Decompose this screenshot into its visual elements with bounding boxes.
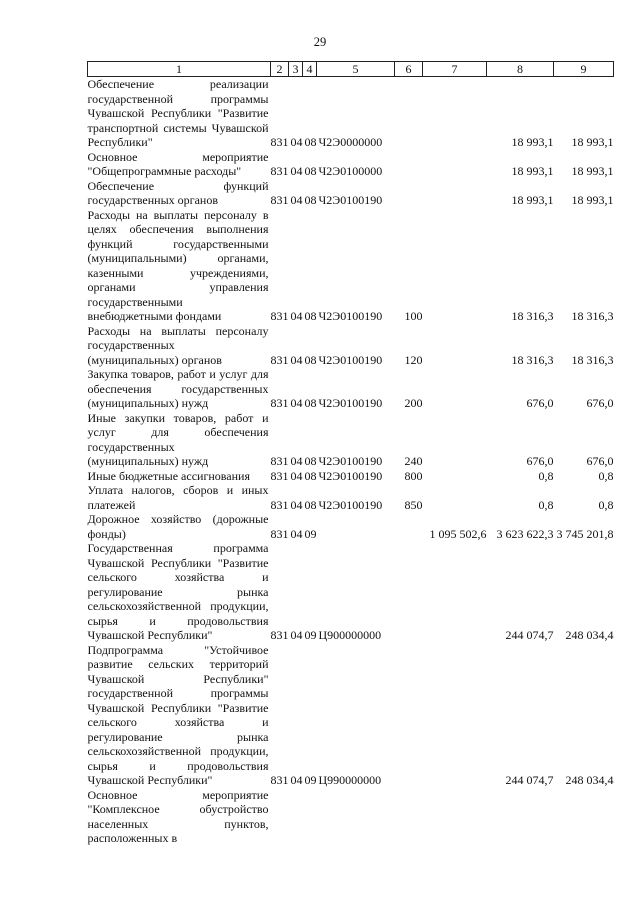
cell-target-article: Ц900000000 — [318, 628, 382, 642]
row-description: Иные бюджетные ассигнования — [87, 468, 250, 483]
cell-target-article: Ч2Э0100190 — [318, 396, 383, 410]
cell-target-article — [317, 788, 395, 846]
cell-section — [289, 788, 303, 846]
cell-expense-group: 120 — [404, 352, 423, 367]
cell-amount-col9: 676,0 — [586, 454, 614, 468]
cell-expense-group: 200 — [404, 396, 423, 410]
cell-expense-group: 850 — [404, 497, 423, 512]
cell-target-article: Ч2Э0100190 — [318, 454, 383, 468]
table-header-row — [88, 62, 614, 77]
cell-amount-col9: 0,8 — [598, 497, 614, 512]
cell-chapter: 831 — [270, 526, 289, 541]
cell-amount-col7 — [423, 324, 487, 368]
cell-amount-col7 — [423, 179, 487, 208]
budget-table — [87, 61, 614, 846]
cell-amount-col8: 18 316,3 — [511, 309, 554, 323]
cell-target-article: Ч2Э0100190 — [318, 468, 383, 483]
table-row — [88, 483, 614, 512]
cell-expense-group — [395, 150, 423, 179]
cell-chapter: 831 — [270, 497, 289, 512]
cell-expense-group — [395, 77, 423, 150]
cell-section: 04 — [290, 193, 303, 207]
table-row — [88, 208, 614, 324]
cell-chapter: 831 — [270, 193, 289, 207]
column-header: 9 — [554, 62, 614, 77]
cell-subsection: 08 — [304, 454, 317, 468]
cell-chapter: 831 — [270, 135, 289, 149]
table-row — [88, 150, 614, 179]
cell-amount-col8: 0,8 — [538, 468, 554, 483]
row-description: Расходы на выплаты персоналу в целях обеспечения выполнения функций государственными (муниципальными) органами, казенными учреждениями, органами управления государственными внебюджетными фондами — [87, 207, 269, 323]
table-row — [88, 367, 614, 411]
cell-chapter: 831 — [270, 164, 289, 178]
cell-chapter: 831 — [270, 352, 289, 367]
cell-section: 04 — [290, 497, 303, 512]
cell-subsection: 08 — [304, 497, 317, 512]
cell-expense-group: 800 — [404, 468, 423, 483]
cell-chapter: 831 — [270, 628, 289, 642]
cell-section: 04 — [290, 628, 303, 642]
cell-subsection: 08 — [304, 164, 317, 178]
column-header: 8 — [487, 62, 554, 77]
column-header: 1 — [88, 62, 271, 77]
cell-target-article: Ч2Э0100000 — [318, 164, 383, 178]
cell-subsection: 09 — [304, 628, 317, 642]
table-row — [88, 643, 614, 788]
cell-amount-col9: 18 316,3 — [571, 309, 614, 323]
cell-amount-col9: 248 034,4 — [565, 628, 614, 642]
cell-target-article: Ч2Э0100190 — [318, 352, 383, 367]
cell-chapter: 831 — [270, 468, 289, 483]
cell-amount-col8: 18 993,1 — [511, 135, 554, 149]
row-description: Дорожное хозяйство (дорожные фонды) — [87, 512, 269, 541]
row-description: Уплата налогов, сборов и иных платежей — [87, 483, 269, 512]
table-row — [88, 324, 614, 368]
cell-target-article — [317, 512, 395, 541]
cell-amount-col8 — [487, 788, 554, 846]
cell-amount-col7 — [423, 150, 487, 179]
table-row — [88, 411, 614, 469]
cell-target-article: Ч2Э0100190 — [318, 193, 383, 207]
cell-amount-col9 — [554, 788, 614, 846]
table-row — [88, 788, 614, 846]
cell-chapter: 831 — [270, 309, 289, 323]
column-header: 4 — [303, 62, 317, 77]
cell-expense-group: 100 — [404, 309, 423, 323]
cell-amount-col8: 18 993,1 — [511, 193, 554, 207]
cell-subsection: 08 — [304, 193, 317, 207]
row-description: Обеспечение функций государственных органов — [87, 178, 269, 207]
cell-amount-col7: 1 095 502,6 — [429, 526, 487, 541]
cell-section: 04 — [290, 396, 303, 410]
cell-target-article: Ц990000000 — [318, 773, 382, 787]
cell-amount-col9: 18 316,3 — [571, 352, 614, 367]
cell-section: 04 — [290, 468, 303, 483]
cell-amount-col9: 248 034,4 — [565, 773, 614, 787]
cell-section: 04 — [290, 454, 303, 468]
cell-amount-col9: 0,8 — [598, 468, 614, 483]
column-header: 7 — [423, 62, 487, 77]
cell-amount-col8: 676,0 — [526, 396, 554, 410]
cell-expense-group — [395, 512, 423, 541]
cell-section: 04 — [290, 352, 303, 367]
cell-expense-group — [395, 788, 423, 846]
cell-expense-group — [395, 541, 423, 643]
cell-subsection: 08 — [304, 396, 317, 410]
table-row — [88, 512, 614, 541]
cell-subsection: 08 — [304, 468, 317, 483]
cell-subsection — [303, 788, 317, 846]
cell-amount-col7 — [423, 469, 487, 484]
cell-amount-col8: 3 623 622,3 — [496, 526, 554, 541]
row-description: Основное мероприятие "Общепрограммные расходы" — [87, 149, 269, 178]
row-description: Иные закупки товаров, работ и услуг для обеспечения государственных (муниципальных) нужд — [87, 410, 269, 468]
cell-chapter: 831 — [270, 454, 289, 468]
table-row — [88, 77, 614, 150]
cell-amount-col7 — [423, 77, 487, 150]
cell-expense-group: 240 — [404, 454, 423, 468]
cell-expense-group — [395, 643, 423, 788]
cell-amount-col8: 18 993,1 — [511, 164, 554, 178]
cell-expense-group — [395, 179, 423, 208]
row-description: Расходы на выплаты персоналу государственных (муниципальных) органов — [87, 323, 269, 367]
row-description: Закупка товаров, работ и услуг для обеспечения государственных (муниципальных) нужд — [87, 367, 269, 410]
cell-target-article: Ч2Э0000000 — [318, 135, 383, 149]
cell-chapter: 831 — [270, 773, 289, 787]
cell-amount-col7 — [423, 788, 487, 846]
table-row — [88, 179, 614, 208]
column-header: 2 — [271, 62, 289, 77]
row-description: Подпрограмма "Устойчивое развитие сельских территорий Чувашской Республики" государственной программы Чувашской Республики "Развитие сельского хозяйства и регулирование рынка сельскохозяйственной продукции, сырья и продовольствия Чувашской Республики" — [87, 642, 269, 787]
cell-section: 04 — [290, 164, 303, 178]
cell-section: 04 — [290, 135, 303, 149]
cell-amount-col8: 244 074,7 — [505, 628, 554, 642]
cell-amount-col9: 18 993,1 — [571, 164, 614, 178]
cell-subsection: 08 — [304, 135, 317, 149]
cell-subsection: 08 — [304, 309, 317, 323]
row-description: Обеспечение реализации государственной программы Чувашской Республики "Развитие транспортной системы Чувашской Республики" — [87, 77, 269, 149]
cell-amount-col8: 244 074,7 — [505, 773, 554, 787]
cell-amount-col8: 18 316,3 — [511, 352, 554, 367]
cell-section: 04 — [290, 309, 303, 323]
cell-chapter: 831 — [270, 396, 289, 410]
cell-chapter — [271, 788, 289, 846]
column-header: 5 — [317, 62, 395, 77]
cell-target-article: Ч2Э0100190 — [318, 309, 383, 323]
row-description: Основное мероприятие "Комплексное обустройство населенных пунктов, расположенных в — [87, 787, 269, 845]
cell-amount-col8: 676,0 — [526, 454, 554, 468]
cell-amount-col9: 18 993,1 — [571, 135, 614, 149]
row-description: Государственная программа Чувашской Республики "Развитие сельского хозяйства и регулирование рынка сельскохозяйственной продукции, сырья и продовольствия Чувашской Республики" — [87, 541, 269, 642]
cell-section: 04 — [290, 526, 303, 541]
page-number: 29 — [313, 35, 327, 49]
cell-subsection: 09 — [304, 526, 317, 541]
cell-amount-col7 — [423, 367, 487, 411]
cell-section: 04 — [290, 773, 303, 787]
column-header: 3 — [289, 62, 303, 77]
cell-amount-col7 — [423, 411, 487, 469]
cell-amount-col9: 3 745 201,8 — [556, 526, 614, 541]
cell-subsection: 09 — [304, 773, 317, 787]
cell-subsection: 08 — [304, 352, 317, 367]
table-row — [88, 541, 614, 643]
cell-amount-col8: 0,8 — [538, 497, 554, 512]
cell-amount-col9: 18 993,1 — [571, 193, 614, 207]
cell-amount-col7 — [423, 208, 487, 324]
cell-amount-col7 — [423, 541, 487, 643]
cell-amount-col7 — [423, 483, 487, 512]
cell-target-article: Ч2Э0100190 — [318, 497, 383, 512]
cell-amount-col9: 676,0 — [586, 396, 614, 410]
table-row — [88, 469, 614, 484]
column-header: 6 — [395, 62, 423, 77]
cell-amount-col7 — [423, 643, 487, 788]
